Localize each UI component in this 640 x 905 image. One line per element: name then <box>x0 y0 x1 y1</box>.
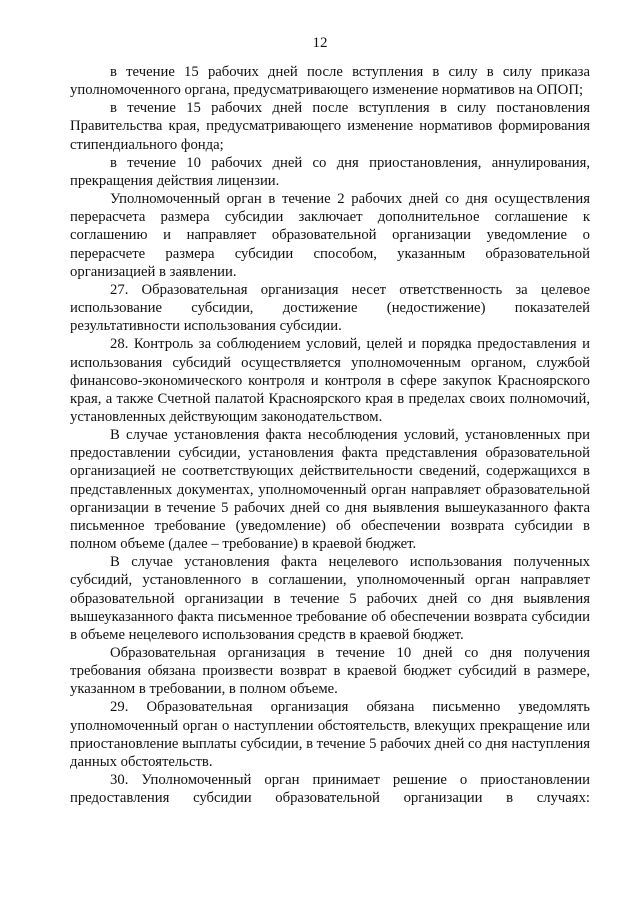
paragraph-refund-deadline: Образовательная организация в течение 10 дней со дня получения требования обязана произвести возврат в краевой бюджет субсидий в размере, указанном в требовании, в полном объеме. <box>70 645 590 698</box>
paragraph-item-30: 30. Уполномоченный орган принимает решение о приостановлении предоставления субсидии образовательной организации в случаях: <box>70 772 590 807</box>
paragraph-government-resolution-deadline: в течение 15 рабочих дней после вступления в силу постановления Правительства края, предусматривающего изменение нормативов формирования стипендиального фонда; <box>70 100 590 153</box>
paragraph-item-28: 28. Контроль за соблюдением условий, целей и порядка предоставления и использования субсидий осуществляется уполномоченным органом, службой финансово-экономического контроля и контроля в сфере закупок Красноярского края, а также Счетной палатой Красноярского края в пределах своих полномочий, установленных действующим законодательством. <box>70 336 590 425</box>
paragraph-item-29: 29. Образовательная организация обязана письменно уведомлять уполномоченный орган о наступлении обстоятельств, влекущих прекращение или приостановление выплаты субсидии, в течение 5 рабочих дней со дня наступления данных обстоятельств. <box>70 699 590 770</box>
paragraph-item-27: 27. Образовательная организация несет ответственность за целевое использование субсидии, достижение (недостижение) показателей результативности использования субсидии. <box>70 281 590 335</box>
paragraph-misuse-refund: В случае установления факта нецелевого использования полученных субсидий, установленного в соглашении, уполномоченный орган направляет образовательной организации в течение 5 рабочих дней со дня выявления вышеуказанного факта письменное требование об обеспечении возврата субсидии в объеме нецелевого использования средств в краевой бюджет. <box>70 554 590 643</box>
document-body <box>70 63 590 807</box>
paragraph-recalculation-notice: Уполномоченный орган в течение 2 рабочих дней со дня осуществления перерасчета размера субсидии заключает дополнительное соглашение к соглашению и направляет образовательной организации уведомление о перерасчете размера субсидии способом, указанным образовательной организацией в заявлении. <box>70 191 590 280</box>
paragraph-license-deadline: в течение 10 рабочих дней со дня приостановления, аннулирования, прекращения действия лицензии. <box>70 154 590 189</box>
paragraph-order-deadline: в течение 15 рабочих дней после вступления в силу в силу приказа уполномоченного органа, предусматривающего изменение нормативов на ОПОП; <box>70 64 590 99</box>
page-number: 12 <box>312 35 328 51</box>
paragraph-noncompliance-refund: В случае установления факта несоблюдения условий, установленных при предоставлении субсидии, установления факта представления образовательной организацией не соответствующих действительности сведений, содержащихся в представленных документах, уполномоченный орган направляет образовательной организации в течение 5 рабочих дней со дня выявления вышеуказанного факта письменное требование (уведомление) об обеспечении возврата субсидии в полном объеме (далее – требование) в краевой бюджет. <box>70 427 590 553</box>
